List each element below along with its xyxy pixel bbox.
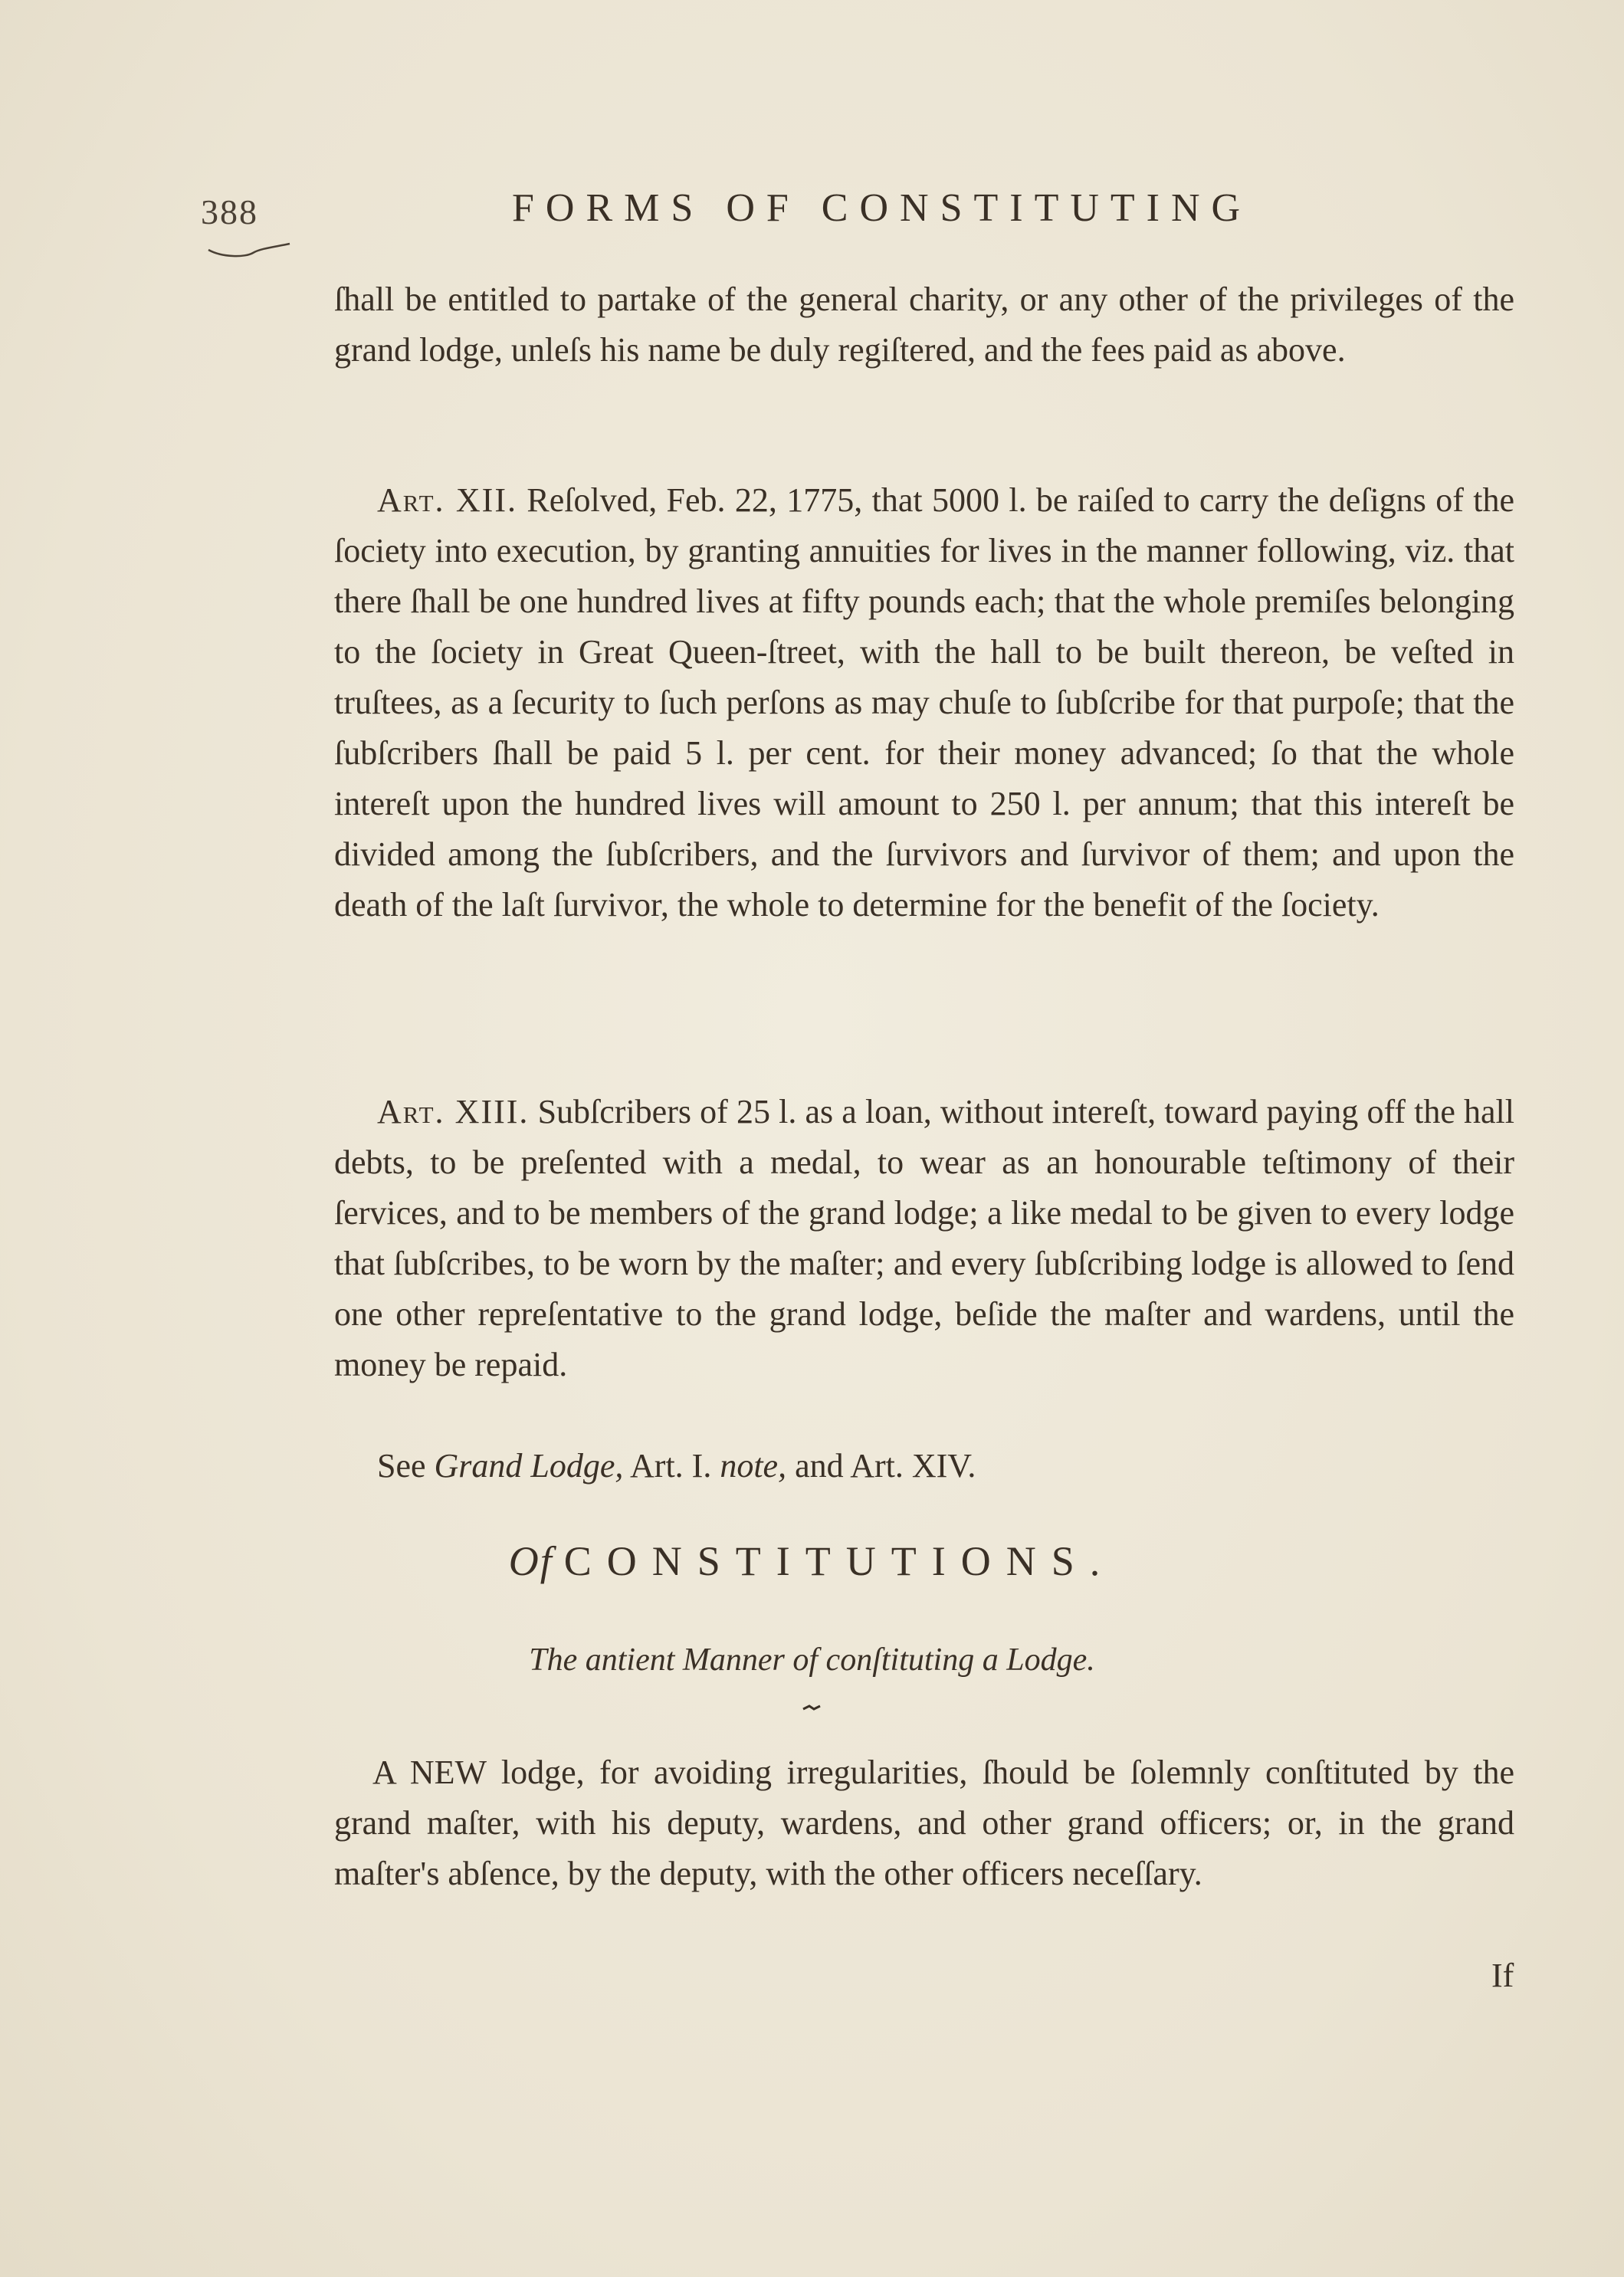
article-xii-label: Art. XII. [377, 481, 517, 519]
see-also-art-i: Art. I. [630, 1447, 712, 1485]
page-number: 388 [201, 192, 258, 231]
ornament-mark [802, 1703, 822, 1712]
paragraph-continuation [334, 274, 1514, 376]
running-title: FORMS OF CONSTITUTING [512, 186, 1252, 230]
paragraph-new-lodge-text: lodge, for avoiding irregularities, ſhould be ſolemnly conſtituted by the grand maſter, with his deputy, wardens, and other grand officers; or, in the grand maſter's abſence, by the deputy, with the other officers neceſſary. [334, 1754, 1515, 1892]
catchword: If [1491, 1957, 1514, 1994]
article-xii-text: Reſolved, Feb. 22, 1775, that 5000 l. be raiſed to carry the deſigns of the ſociety into execution, by granting annuities for lives in the manner following, viz. that there ſhall be one hundred lives at fifty pounds each; that the whole premiſes belonging to the ſociety in Great Queen-ſtreet, with the hall to be built thereon, be veſted in truſtees, as a ſecurity to ſuch perſons as may chuſe to ſubſcribe for that purpoſe; that the ſubſcribers ſhall be paid 5 l. per cent. for their money advanced; ſo that the whole intereſt upon the hundred lives will amount to 250 l. per annum; that this intereſt be divided among the ſubſcribers, and the ſurvivors and ſurvivor of them; and upon the death of the laſt ſurvivor, the whole to determine for the benefit of the ſociety. [334, 481, 1514, 924]
see-also-line [334, 1441, 1514, 1491]
paragraph-continuation-text: ſhall be entitled to partake of the general charity, or any other of the privileges of the grand lodge, unleſs his name be duly regiſtered, and the fees paid as above. [334, 281, 1514, 369]
section-subtitle: The antient Manner of conſtituting a Lodge. [529, 1642, 1095, 1678]
see-also-ref-grand-lodge: Grand Lodge, [434, 1447, 624, 1485]
article-xiii-text: Subſcribers of 25 l. as a loan, without intereſt, toward paying off the hall debts, to be preſented with a medal, to wear as an honourable teſtimony of their ſervices, and to be members of the grand lodge; a like medal to be given to every lodge that ſubſcribes, to be worn by the maſter; and every ſubſcribing lodge is allowed to ſend one other repreſentative to the grand lodge, beſide the maſter and wardens, until the money be repaid. [334, 1093, 1514, 1383]
paragraph-article-xii [334, 475, 1514, 930]
page-number-flourish [207, 241, 291, 259]
section-heading-title: CONSTITUTIONS. [563, 1538, 1116, 1584]
section-heading [0, 1537, 1624, 1585]
see-also-art-xiv: and Art. XIV. [795, 1447, 976, 1485]
article-xiii-label: Art. XIII. [377, 1093, 530, 1130]
running-head [0, 185, 1624, 247]
paragraph-new-lodge [334, 1747, 1514, 1899]
see-also-ref-note: note, [720, 1447, 787, 1485]
see-also-lead: See [377, 1447, 426, 1485]
section-heading-of: Of [508, 1538, 553, 1584]
paragraph-article-xiii [334, 1087, 1514, 1390]
paragraph-new-lodge-lead: A NEW [372, 1754, 487, 1791]
